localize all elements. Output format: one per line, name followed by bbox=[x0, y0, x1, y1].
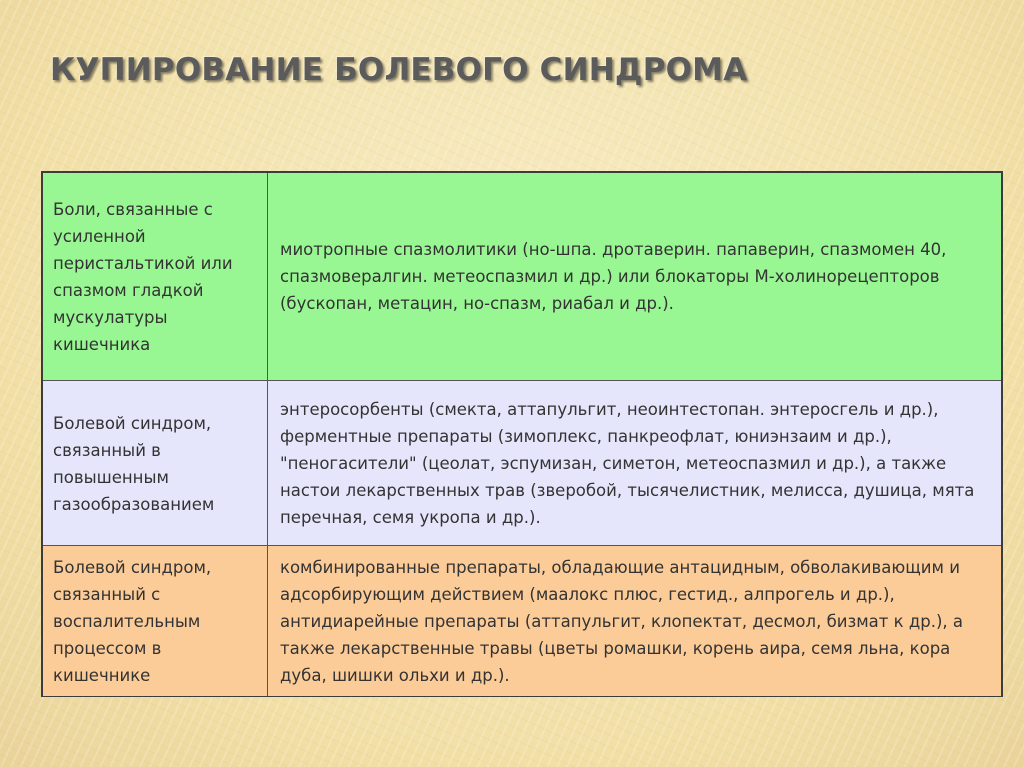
treatment-cell bbox=[268, 546, 1001, 696]
table-row bbox=[43, 380, 1001, 546]
table-row bbox=[43, 545, 1001, 696]
treatment-table bbox=[41, 171, 1003, 697]
condition-cell bbox=[43, 546, 268, 696]
treatment-cell bbox=[268, 381, 1001, 546]
condition-cell bbox=[43, 381, 268, 546]
table-row bbox=[43, 173, 1001, 380]
condition-text: Болевой синдром, связанный в повышенным газообразованием bbox=[53, 413, 215, 514]
condition-cell bbox=[43, 173, 268, 380]
treatment-text: энтеросорбенты (смекта, аттапульгит, неоинтестопан. энтеросгель и др.), ферментные препараты (зимоплекс, панкреофлат, юниэнзаим и др.), "пеногасители" (цеолат, эспумизан, симетон, метеоспазмил и др.), а также настои лекарственных трав (зверобой, тысячелистник, мелисса, душица, мята перечная, семя укропа и др.). bbox=[280, 400, 975, 527]
treatment-text: миотропные спазмолитики (но-шпа. дротаверин. папаверин, спазмомен 40, спазмовералгин. метеоспазмил и др.) или блокаторы М-холинорецепторов (бускопан, метацин, но-спазм, риабал и др.). bbox=[280, 240, 947, 313]
condition-text: Болевой синдром, связанный с воспалительным процессом в кишечнике bbox=[53, 557, 212, 685]
condition-text: Боли, связанные с усиленной перистальтикой или спазмом гладкой мускулатуры кишечника bbox=[53, 199, 233, 354]
treatment-cell bbox=[268, 173, 1001, 380]
treatment-text: комбинированные препараты, обладающие антацидным, обволакивающим и адсорбирующим действием (маалокс плюс, гестид., алпрогель и др.), антидиарейные препараты (аттапульгит, клопектат, десмол, бизмат к др.), а также лекарственные травы (цветы ромашки, корень аира, семя льна, кора дуба, шишки ольхи и др.). bbox=[280, 557, 964, 685]
slide-title: КУПИРОВАНИЕ БОЛЕВОГО СИНДРОМА bbox=[50, 52, 748, 88]
